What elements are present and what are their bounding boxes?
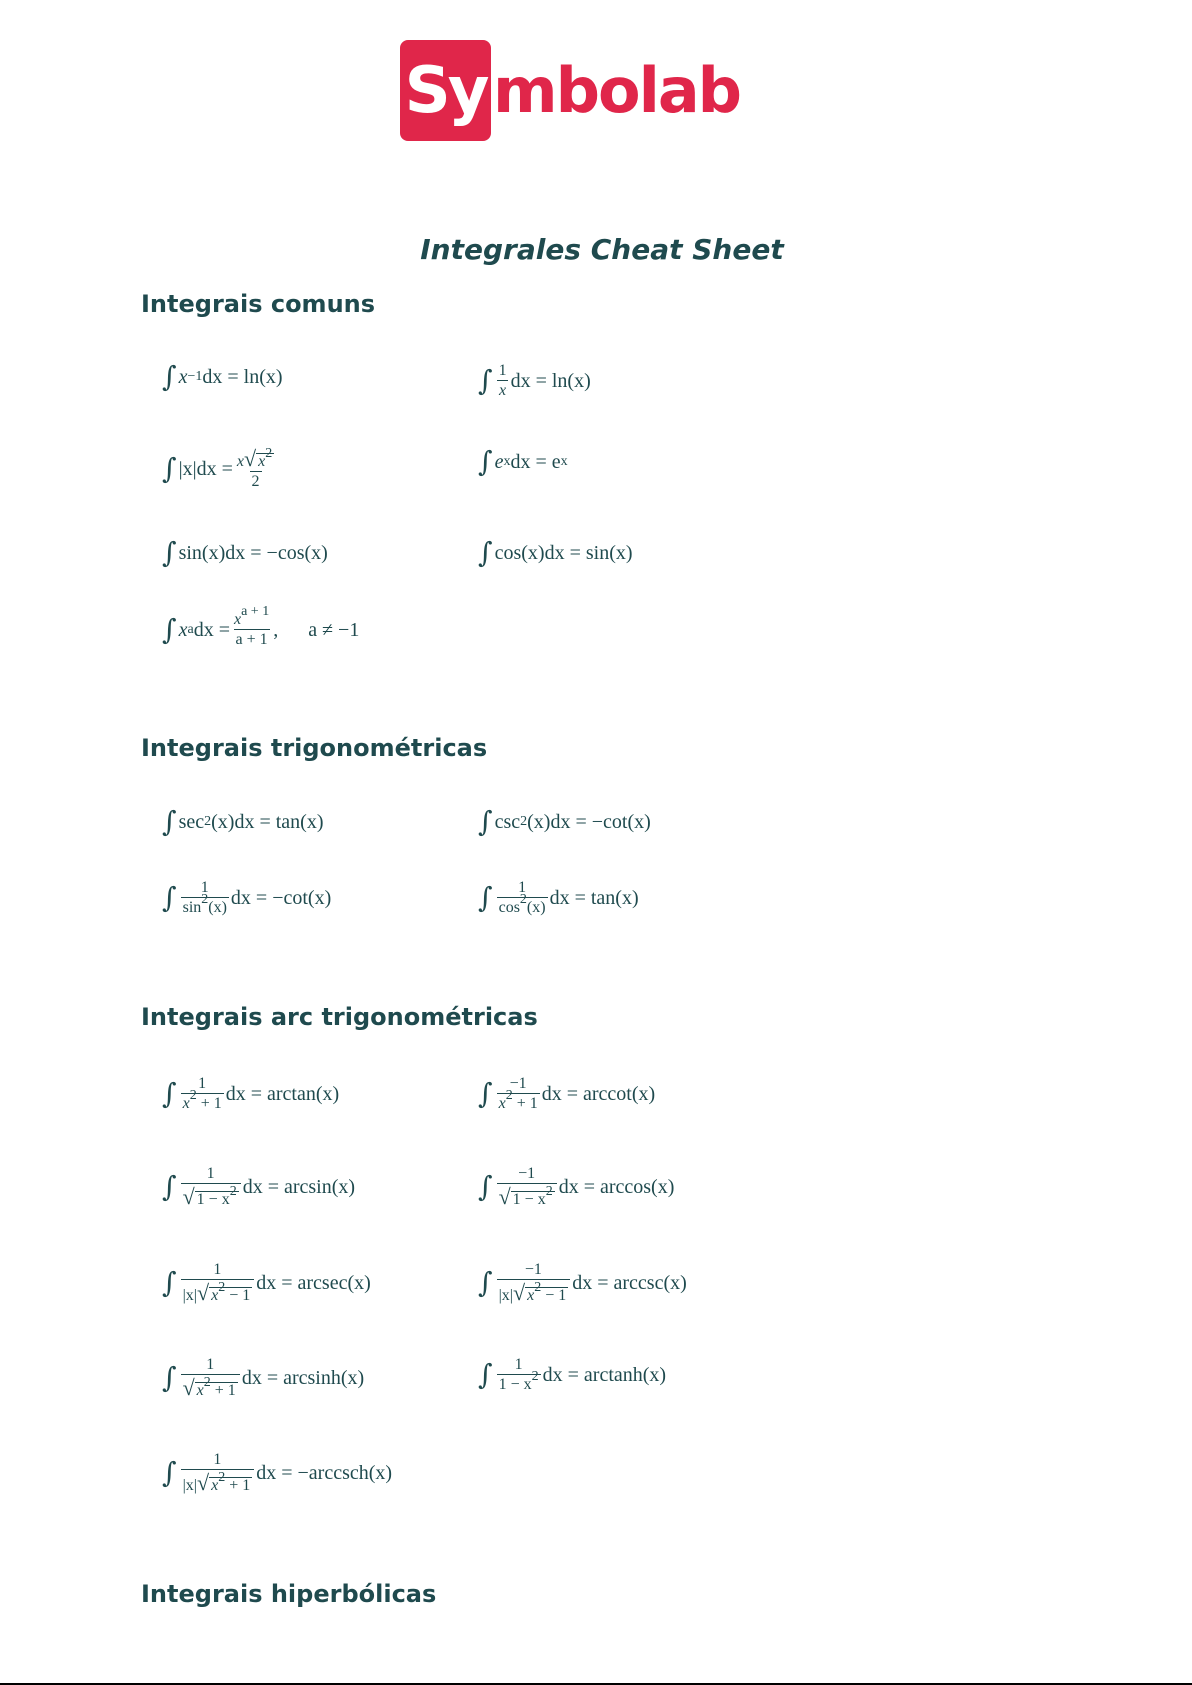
integral-sign: ∫	[162, 881, 177, 914]
formula-one-over-cos2	[478, 880, 639, 916]
formula-x-inverse: ∫ x −1 dx = ln(x)	[162, 360, 283, 393]
formula-part: (x)	[208, 899, 227, 916]
integral-sign: ∫	[162, 1077, 177, 1110]
formula-part: sec	[178, 811, 205, 833]
formula-part: 1 − x	[512, 1191, 546, 1208]
numerator: 1	[518, 879, 527, 896]
formula-part: − 1	[225, 1287, 251, 1304]
formula-exponent: 2	[265, 446, 273, 461]
formula-part: cos	[498, 899, 520, 916]
fraction	[497, 1357, 541, 1393]
integral-sign: ∫	[478, 881, 493, 914]
square-root	[197, 1472, 252, 1494]
integral-sign: ∫	[162, 452, 177, 485]
fraction	[181, 1452, 255, 1494]
formula-part: 1 − x	[498, 1376, 532, 1393]
integral-sign: ∫	[478, 364, 493, 397]
formula-exponent: 2	[545, 1184, 553, 1199]
formula-csc2: ∫ csc 2 (x)dx = −cot(x)	[478, 805, 651, 838]
formula-exponent: a + 1	[241, 604, 270, 619]
formula-part: sin(x)dx = −cos(x)	[178, 542, 328, 564]
square-root	[183, 1377, 238, 1399]
formula-part: + 1	[196, 1095, 222, 1112]
fraction	[497, 1076, 540, 1112]
integral-sign: ∫	[478, 445, 493, 478]
integral-sign: ∫	[162, 1456, 177, 1489]
numerator: 1	[206, 1165, 215, 1182]
formula-part: e	[494, 451, 504, 473]
formula-part: |x|	[498, 1287, 513, 1304]
radical-sign: √	[513, 1280, 526, 1305]
integral-sign: ∫	[478, 805, 493, 838]
formula-exponent: 2	[203, 1375, 211, 1390]
denominator	[181, 1183, 241, 1208]
formula-part: dx = −cot(x)	[230, 887, 332, 909]
fraction	[181, 1357, 240, 1399]
formula-part: dx = arccsc(x)	[572, 1272, 687, 1294]
symbolab-logo	[400, 40, 740, 141]
formula-part: dx = arcsinh(x)	[241, 1367, 365, 1389]
formula-condition: a ≠ −1	[308, 619, 360, 641]
formula-arctan	[162, 1076, 339, 1112]
formula-part: dx = arcsec(x)	[256, 1272, 371, 1294]
radicand	[511, 1184, 555, 1208]
fraction	[181, 1166, 241, 1208]
formula-part: (x)dx = tan(x)	[211, 811, 324, 833]
formula-part: csc	[494, 811, 521, 833]
formula-part: dx = −arccsch(x)	[256, 1462, 393, 1484]
square-root	[244, 448, 274, 470]
square-root	[183, 1186, 239, 1208]
integral-sign: ∫	[162, 805, 177, 838]
formula-part: dx = ln(x)	[510, 370, 591, 392]
formula-part: x	[236, 453, 244, 470]
formula-part: dx = tan(x)	[549, 887, 639, 909]
formula-part: dx = arccos(x)	[558, 1176, 675, 1198]
radicand	[256, 446, 274, 470]
logo-text: mbolab	[493, 54, 741, 127]
formula-part: x	[258, 453, 266, 470]
numerator: −1	[509, 1075, 527, 1092]
denominator: a + 1	[235, 631, 268, 648]
formula-part: + 1	[210, 1382, 236, 1399]
formula-part: dx = ln(x)	[202, 366, 283, 388]
formula-exponent: 2	[505, 1088, 513, 1103]
integral-sign: ∫	[162, 1170, 177, 1203]
fraction	[181, 1262, 255, 1304]
numerator	[232, 604, 271, 629]
numerator: 1	[498, 362, 507, 379]
formula-exp: ∫ e x dx = e x	[478, 445, 568, 478]
denominator	[181, 1279, 255, 1304]
formula-part: cos(x)dx = sin(x)	[494, 542, 633, 564]
formula-part: − 1	[541, 1287, 567, 1304]
formula-cos	[478, 536, 633, 569]
formula-part: x	[196, 1382, 204, 1399]
formula-part: x	[233, 611, 242, 628]
section-title-hyper: Integrais hiperbólicas	[141, 1580, 437, 1608]
formula-part: x	[499, 382, 507, 399]
formula-exponent: 2	[531, 1369, 539, 1384]
denominator	[497, 892, 548, 916]
radical-sign: √	[197, 1280, 210, 1305]
denominator	[497, 1183, 557, 1208]
formula-part: 1 − x	[196, 1191, 230, 1208]
formula-part: |x|dx =	[178, 458, 233, 480]
formula-one-over-x	[478, 363, 591, 399]
radical-sign: √	[182, 1375, 195, 1400]
integral-sign: ∫	[162, 360, 177, 393]
logo-badge: Sy	[400, 40, 491, 141]
numerator	[235, 448, 276, 471]
formula-part: sin	[182, 899, 202, 916]
denominator	[181, 1469, 255, 1494]
radicand	[195, 1375, 238, 1399]
formula-arctanh	[478, 1357, 666, 1393]
formula-exponent: 2	[218, 1280, 226, 1295]
integral-sign: ∫	[162, 1361, 177, 1394]
formula-part: |x|	[182, 1287, 197, 1304]
formula-arcsinh	[162, 1357, 364, 1399]
formula-arccot	[478, 1076, 655, 1112]
formula-exponent: 2	[519, 892, 527, 907]
formula-part: ,	[273, 619, 279, 641]
denominator	[497, 1279, 571, 1304]
numerator: −1	[524, 1261, 542, 1278]
formula-part: x	[178, 619, 188, 641]
integral-sign: ∫	[162, 1266, 177, 1299]
formula-sin	[162, 536, 328, 569]
section-title-arc: Integrais arc trigonométricas	[141, 1003, 538, 1031]
square-root	[499, 1186, 555, 1208]
formula-part: + 1	[225, 1477, 251, 1494]
denominator	[181, 892, 229, 916]
fraction	[497, 363, 509, 399]
fraction	[181, 880, 229, 916]
numerator: 1	[206, 1356, 215, 1373]
integral-sign: ∫	[162, 613, 177, 646]
fraction	[232, 604, 271, 648]
numerator: 1	[213, 1261, 222, 1278]
formula-part: x	[498, 1095, 506, 1112]
denominator	[497, 1369, 541, 1393]
radicand	[525, 1280, 568, 1304]
formula-exponent: 2	[218, 1470, 226, 1485]
numerator: 1	[200, 879, 209, 896]
denominator	[497, 1088, 540, 1112]
radical-sign: √	[244, 446, 257, 471]
formula-part: |x|	[182, 1477, 197, 1494]
radical-sign: √	[197, 1470, 210, 1495]
formula-abs-x	[162, 448, 278, 490]
denominator: 2	[251, 473, 260, 490]
formula-one-over-sin2	[162, 880, 331, 916]
formula-part: x	[211, 1477, 219, 1494]
formula-arcsec	[162, 1262, 371, 1304]
radical-sign: √	[498, 1184, 511, 1209]
formula-arcsin	[162, 1166, 355, 1208]
formula-part: dx = e	[510, 451, 561, 473]
formula-part: dx = arctan(x)	[225, 1083, 340, 1105]
integral-sign: ∫	[478, 1266, 493, 1299]
formula-part: x	[178, 366, 188, 388]
radicand	[209, 1280, 252, 1304]
radicand	[209, 1470, 252, 1494]
square-root	[513, 1282, 568, 1304]
formula-sec2: ∫ sec 2 (x)dx = tan(x)	[162, 805, 324, 838]
formula-arccsch	[162, 1452, 392, 1494]
numerator: −1	[518, 1165, 536, 1182]
formula-exponent: 2	[189, 1088, 197, 1103]
integral-sign: ∫	[478, 1077, 493, 1110]
square-root	[197, 1282, 252, 1304]
formula-part: (x)	[526, 899, 546, 916]
numerator: 1	[213, 1451, 222, 1468]
denominator	[497, 380, 508, 399]
formula-power: ∫ x a dx = $\frac{x^{a + 1}}{a + 1}$ , a ≠ −1	[162, 604, 360, 648]
fraction	[497, 880, 548, 916]
formula-part: x	[182, 1095, 190, 1112]
page-title: Integrales Cheat Sheet	[420, 233, 784, 266]
denominator	[181, 1374, 240, 1399]
fraction	[235, 448, 276, 490]
formula-part: dx = arctanh(x)	[542, 1364, 667, 1386]
formula-part: dx = arccot(x)	[541, 1083, 656, 1105]
section-title-trig: Integrais trigonométricas	[141, 734, 488, 762]
fraction	[497, 1262, 571, 1304]
formula-part: x	[527, 1287, 535, 1304]
formula-arccos	[478, 1166, 674, 1208]
formula-part: (x)dx = −cot(x)	[527, 811, 651, 833]
formula-part: x	[211, 1287, 219, 1304]
formula-exponent: 2	[229, 1184, 237, 1199]
fraction	[181, 1076, 224, 1112]
formula-exponent: 2	[534, 1280, 542, 1295]
formula-part: dx =	[193, 619, 230, 641]
section-title-common: Integrais comuns	[141, 290, 376, 318]
integral-sign: ∫	[162, 536, 177, 569]
formula-arccsc	[478, 1262, 687, 1304]
formula-part: + 1	[512, 1095, 538, 1112]
integral-sign: ∫	[478, 1358, 493, 1391]
radicand	[195, 1184, 239, 1208]
formula-exponent: 2	[201, 892, 209, 907]
radical-sign: √	[182, 1184, 195, 1209]
numerator: 1	[198, 1075, 207, 1092]
formula-part: dx = arcsin(x)	[242, 1176, 356, 1198]
denominator	[181, 1088, 224, 1112]
numerator: 1	[514, 1356, 523, 1373]
integral-sign: ∫	[478, 1170, 493, 1203]
fraction	[497, 1166, 557, 1208]
integral-sign: ∫	[478, 536, 493, 569]
